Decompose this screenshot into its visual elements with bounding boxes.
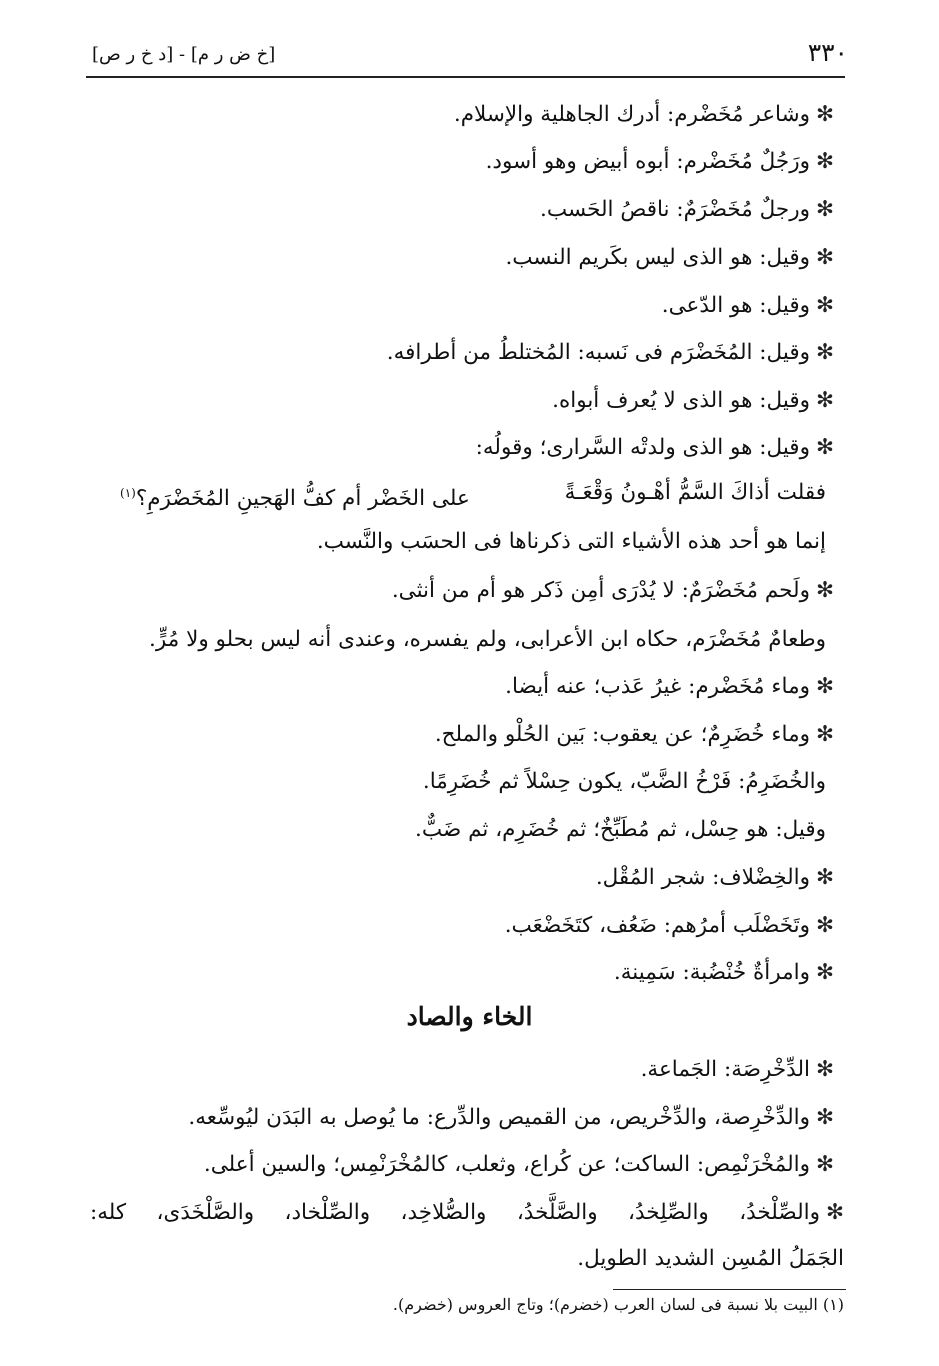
asterisk-icon: ✻: [825, 1200, 844, 1225]
asterisk-icon: ✻: [815, 435, 834, 460]
asterisk-icon: ✻: [815, 578, 834, 603]
section-title: الخاء والصاد: [406, 1002, 533, 1031]
entry-line: ✻وقيل: هو الذى ليس بكَريم النسب.: [505, 245, 834, 270]
entry-line: ✻وتَخَضْلَب أمرُهم: ضَعُف، كتَخَضْعَب.: [504, 913, 834, 938]
entry-line: ✻ورجلٌ مُخَضْرَمٌ: ناقصُ الحَسب.: [540, 197, 834, 222]
text-line: الجَمَلُ المُسِن الشديد الطويل.: [577, 1246, 844, 1271]
entry-line: ✻ورَجُلٌ مُخَضْرم: أبوه أبيض وهو أسود.: [485, 149, 834, 174]
entry-line: ✻وقيل: هو الذى لا يُعرف أبواه.: [552, 388, 834, 413]
text-line: والخُضَرِمُ: فَرْخُ الضَّبّ، يكون حِسْلاً ثم خُضَرِمًا.: [422, 769, 826, 794]
asterisk-icon: ✻: [815, 865, 834, 890]
entry-line: ✻وماء خُضَرِمٌ؛ عن يعقوب: بَين الحُلْو والملح.: [434, 722, 834, 747]
entry-line: ✻وشاعر مُخَضْرم: أدرك الجاهلية والإسلام.: [453, 102, 834, 127]
asterisk-icon: ✻: [815, 293, 834, 318]
asterisk-icon: ✻: [815, 388, 834, 413]
text-line: إنما هو أحد هذه الأشياء التى ذكرناها فى الحسَب والنَّسب.: [316, 529, 826, 554]
footnote-ref: (١): [120, 486, 136, 500]
footnote-rule: [613, 1289, 846, 1290]
header-rule: [86, 76, 845, 78]
entry-line: ✻وامرأةٌ خُنْضُبة: سَمِينة.: [613, 960, 834, 985]
asterisk-icon: ✻: [815, 1105, 834, 1130]
asterisk-icon: ✻: [815, 245, 834, 270]
entry-line: ✻وماء مُخَضْرم: غيرُ عَذب؛ عنه أيضا.: [505, 674, 834, 699]
asterisk-icon: ✻: [815, 340, 834, 365]
entry-line: ✻وقيل: هو الدّعى.: [661, 293, 834, 318]
poetry-verse: [120, 473, 826, 513]
footnote: (١) البيت بلا نسبة فى لسان العرب (خضرم)؛ وتاج العروس (خضرم).: [392, 1295, 844, 1314]
asterisk-icon: ✻: [815, 1057, 834, 1082]
asterisk-icon: ✻: [815, 960, 834, 985]
entry-line: ✻وقيل: المُخَضْرَم فى نَسبه: المُختلطُ من أطرافه.: [386, 340, 834, 365]
entry-line: ✻والخِضْلاف: شجر المُقْل.: [595, 865, 834, 890]
entry-line: ✻وقيل: هو الذى ولدتْه السَّرارى؛ وقولُه:: [475, 435, 834, 460]
text-line: وقيل: هو حِسْل، ثم مُطَبِّخٌ؛ ثم خُضَرِم، ثم ضَبٌّ.: [415, 817, 826, 842]
asterisk-icon: ✻: [815, 197, 834, 222]
text-line: وطعامٌ مُخَضْرَم، حكاه ابن الأعرابى، ولم يفسره، وعندى أنه ليس بحلو ولا مُرٍّ.: [149, 627, 826, 652]
asterisk-icon: ✻: [815, 102, 834, 127]
asterisk-icon: ✻: [815, 149, 834, 174]
asterisk-icon: ✻: [815, 913, 834, 938]
verse-second-hemistich: على الخَضْر أم كفُّ الهَجينِ المُخَضْرَمِ؟$^{(١)}$: [120, 486, 470, 512]
asterisk-icon: ✻: [815, 674, 834, 699]
entry-line: ✻والدِّخْرِصة، والدِّخْريص، من القميص والدِّرع: ما يُوصل به البَدَن ليُوسِّعه.: [188, 1105, 834, 1130]
asterisk-icon: ✻: [815, 722, 834, 747]
page-number: ٣٣٠: [807, 38, 848, 67]
entry-line: ✻الدِّخْرِصَة: الجَماعة.: [640, 1057, 834, 1082]
asterisk-icon: ✻: [815, 1152, 834, 1177]
entry-line: ✻والمُخْرَنْمِص: الساكت؛ عن كُراع، وثعلب، كالمُخْرَنْمِس؛ والسين أعلى.: [203, 1152, 834, 1177]
entry-line: ✻والصِّلْخدُ، والصِّلِخدُ، والصَّلَّخدُ، والصُّلاخِد، والصِّلْخاد، والصَّلْخَدَى، كله:: [90, 1200, 844, 1225]
verse-first-hemistich: فقلت أذاكَ السَّمُّ أهْـونُ وَقْعَـةً: [564, 480, 826, 505]
running-header-roots: [خ ض ر م] - [د خ ر ص]: [92, 44, 276, 65]
entry-line: ✻ولَحم مُخَضْرَمٌ: لا يُدْرَى أمِن ذَكر هو أم من أنثى.: [391, 578, 834, 603]
